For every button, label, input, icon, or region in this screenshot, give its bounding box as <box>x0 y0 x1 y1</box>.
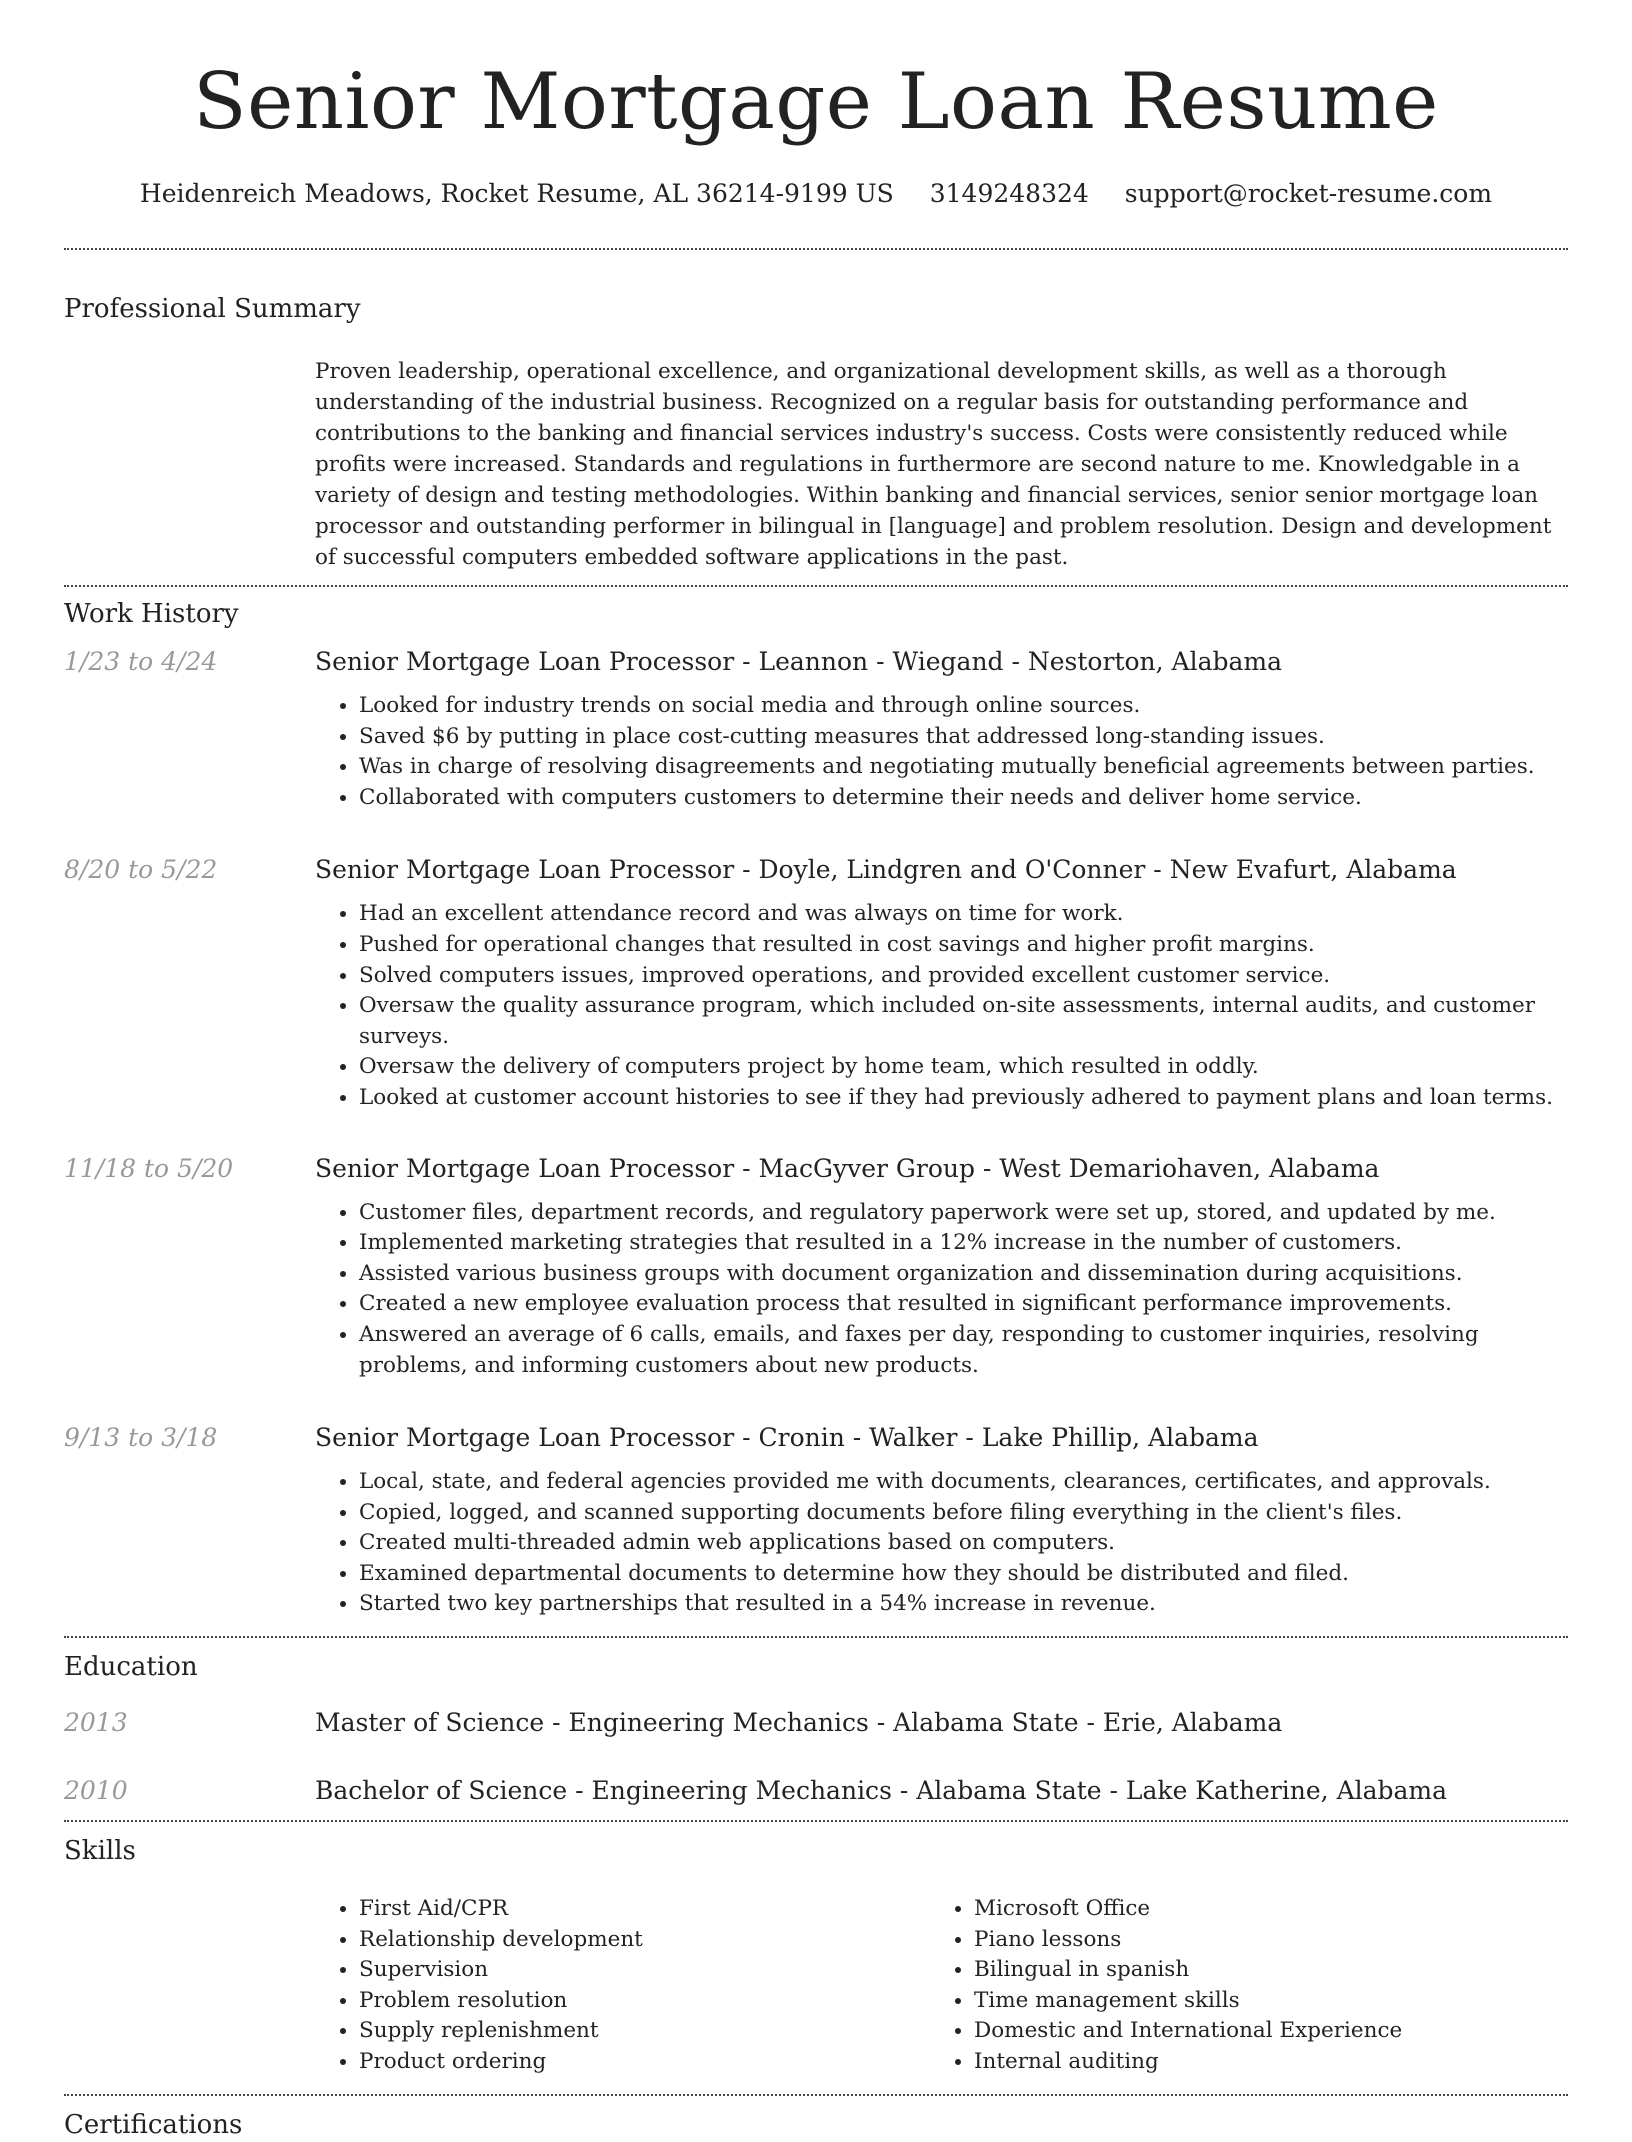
job-bullet: • Assisted various business groups with document organization and dissemination during acquisitions. <box>359 1259 1568 1290</box>
education-entry <box>64 1774 1568 1808</box>
job-bullet: • Implemented marketing strategies that resulted in a 12% increase in the number of customers. <box>359 1228 1568 1259</box>
certifications-heading: Certifications <box>64 2109 243 2140</box>
job-bullet: • Created a new employee evaluation process that resulted in significant performance improvements. <box>359 1289 1568 1320</box>
contact-address: Heidenreich Meadows, Rocket Resume, AL 36214-9199 US <box>139 179 894 208</box>
job-bullets <box>315 691 1568 813</box>
job-bullet: • Answered an average of 6 calls, emails, and faxes per day, responding to customer inquiries, resolving problems, and informing customers about new products. <box>359 1320 1568 1381</box>
job-title: Senior Mortgage Loan Processor - Leannon - Wiegand - Nestorton, Alabama <box>315 647 1283 676</box>
summary-text: Proven leadership, operational excellence, and organizational development skills, as well as a thorough understanding of the industrial business. Recognized on a regular basis for outstanding performance and contributions to the banking and financial services industry's success. Costs were consistently reduced while profits were increased. Standards and regulations in furthermore are second nature to me. Knowledgable in a variety of design and testing methodologies. Within banking and financial services, senior senior mortgage loan processor and outstanding performer in bilingual in [language] and problem resolution. Design and development of successful computers embedded software applications in the past. <box>315 359 1552 570</box>
job-entry <box>64 1421 1568 1620</box>
divider <box>64 1636 1568 1638</box>
divider <box>64 1820 1568 1822</box>
skill-item: • First Aid/CPR <box>359 1894 930 1925</box>
job-dates: 8/20 to 5/22 <box>64 855 218 885</box>
skill-item: • Bilingual in spanish <box>974 1955 1545 1986</box>
skill-item: • Relationship development <box>359 1925 930 1956</box>
skill-item: • Microsoft Office <box>974 1894 1545 1925</box>
divider <box>64 585 1568 587</box>
job-bullet: • Pushed for operational changes that resulted in cost savings and higher profit margins. <box>359 930 1568 961</box>
job-bullet: • Had an excellent attendance record and was always on time for work. <box>359 899 1568 930</box>
work-history-heading: Work History <box>64 599 239 629</box>
job-bullet: • Copied, logged, and scanned supporting documents before filing everything in the client's files. <box>359 1498 1568 1529</box>
work-history-list <box>64 645 1568 1620</box>
job-details <box>315 853 1568 1113</box>
skills-heading: Skills <box>64 1836 136 1867</box>
summary-heading: Professional Summary <box>64 294 361 324</box>
education-year: 2010 <box>64 1776 128 1806</box>
skills-column-left <box>315 1894 930 2078</box>
resume-title: Senior Mortgage Loan Resume <box>193 57 1439 147</box>
skill-item: • Problem resolution <box>359 1986 930 2017</box>
job-bullet: • Local, state, and federal agencies provided me with documents, clearances, certificates, and approvals. <box>359 1467 1568 1498</box>
education-heading: Education <box>64 1652 198 1683</box>
job-bullets <box>315 899 1568 1113</box>
job-dates: 9/13 to 3/18 <box>64 1423 218 1453</box>
skill-item: • Product ordering <box>359 2047 930 2078</box>
job-bullet: • Was in charge of resolving disagreements and negotiating mutually beneficial agreements between parties. <box>359 752 1568 783</box>
job-bullet: • Oversaw the delivery of computers project by home team, which resulted in oddly. <box>359 1052 1568 1083</box>
job-bullet: • Collaborated with computers customers to determine their needs and deliver home service. <box>359 783 1568 814</box>
skill-item: • Supply replenishment <box>359 2016 930 2047</box>
skill-item: • Supervision <box>359 1955 930 1986</box>
job-title: Senior Mortgage Loan Processor - Cronin - Walker - Lake Phillip, Alabama <box>315 1423 1259 1453</box>
job-bullet: • Saved $6 by putting in place cost-cutting measures that addressed long-standing issues. <box>359 722 1568 753</box>
divider <box>64 248 1568 250</box>
education-degree: Bachelor of Science - Engineering Mechanics - Alabama State - Lake Katherine, Alabama <box>315 1776 1448 1806</box>
job-details <box>315 1152 1568 1382</box>
skills-list <box>315 1894 1568 2078</box>
job-bullet: • Started two key partnerships that resulted in a 54% increase in revenue. <box>359 1589 1568 1620</box>
job-bullet: • Looked for industry trends on social media and through online sources. <box>359 691 1568 722</box>
contact-phone: 3149248324 <box>929 179 1089 208</box>
job-entry <box>64 1152 1568 1382</box>
job-bullet: • Examined departmental documents to determine how they should be distributed and filed. <box>359 1559 1568 1590</box>
contact-line <box>64 178 1568 210</box>
job-entry <box>64 645 1568 813</box>
skill-item: • Piano lessons <box>974 1925 1545 1956</box>
job-bullet: • Customer files, department records, and regulatory paperwork were set up, stored, and updated by me. <box>359 1198 1568 1229</box>
divider <box>64 2094 1568 2096</box>
skills-column-right <box>930 1894 1545 2078</box>
education-degree: Master of Science - Engineering Mechanics - Alabama State - Erie, Alabama <box>315 1708 1283 1738</box>
education-year: 2013 <box>64 1708 128 1738</box>
job-details <box>315 1421 1568 1620</box>
job-title: Senior Mortgage Loan Processor - MacGyver Group - West Demariohaven, Alabama <box>315 1153 1380 1183</box>
job-bullet: • Looked at customer account histories to see if they had previously adhered to payment plans and loan terms. <box>359 1083 1568 1114</box>
job-title: Senior Mortgage Loan Processor - Doyle, Lindgren and O'Conner - New Evafurt, Alabama <box>315 855 1457 885</box>
job-bullet: • Solved computers issues, improved operations, and provided excellent customer service. <box>359 961 1568 992</box>
job-entry <box>64 853 1568 1113</box>
job-dates: 1/23 to 4/24 <box>64 647 218 676</box>
education-list <box>64 1706 1568 1808</box>
skill-item: • Domestic and International Experience <box>974 2016 1545 2047</box>
skill-item: • Internal auditing <box>974 2047 1545 2078</box>
job-bullet: • Oversaw the quality assurance program, which included on-site assessments, internal audits, and customer surveys. <box>359 991 1568 1052</box>
job-details <box>315 645 1568 813</box>
education-entry <box>64 1706 1568 1740</box>
contact-email: support@rocket-resume.com <box>1124 179 1493 208</box>
job-bullet: • Created multi-threaded admin web applications based on computers. <box>359 1528 1568 1559</box>
job-bullets <box>315 1467 1568 1620</box>
job-bullets <box>315 1198 1568 1382</box>
skill-item: • Time management skills <box>974 1986 1545 2017</box>
job-dates: 11/18 to 5/20 <box>64 1153 234 1183</box>
